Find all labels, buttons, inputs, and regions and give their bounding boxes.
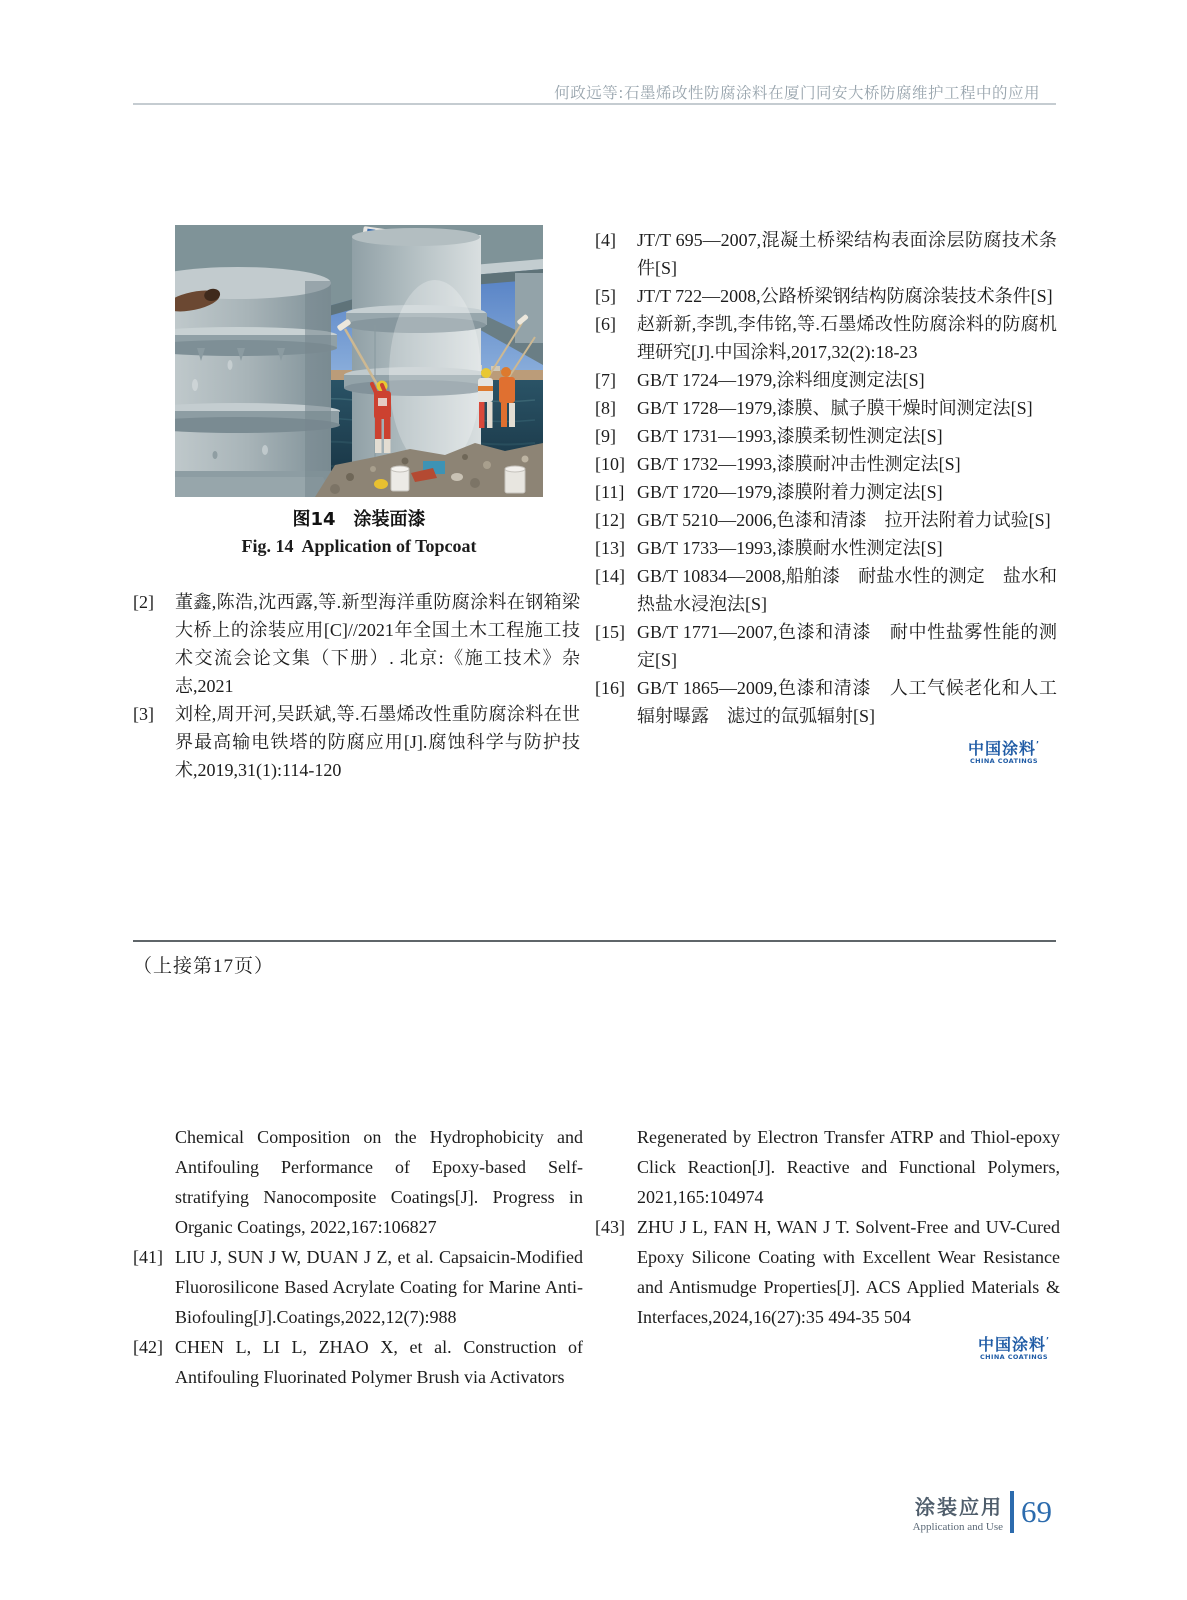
reference-entry	[133, 1242, 583, 1332]
reference-text: 董鑫,陈浩,沈西露,等.新型海洋重防腐涂料在钢箱梁大桥上的涂装应用[C]//2021年全国土木工程施工技术交流会论文集（下册）. 北京:《施工技术》杂志,2021	[175, 592, 580, 696]
reference-entry	[133, 1332, 583, 1392]
continuation-note: （上接第17页）	[133, 956, 275, 977]
reference-entry	[595, 506, 1057, 534]
reference-entry	[595, 310, 1057, 366]
page-footer	[913, 1491, 1052, 1533]
reference-number: [16]	[595, 678, 625, 698]
running-title: 何政远等:石墨烯改性防腐涂料在厦门同安大桥防腐维护工程中的应用	[554, 84, 1040, 102]
china-coatings-logo-en: CHINA COATINGS	[970, 756, 1038, 765]
reference-number	[595, 1122, 637, 1212]
figure-14	[175, 225, 543, 557]
reference-entry	[595, 450, 1057, 478]
footer-divider-bar	[1010, 1491, 1014, 1533]
reference-text: GB/T 5210—2006,色漆和清漆 拉开法附着力试验[S]	[637, 510, 1051, 530]
reference-number: [12]	[595, 510, 625, 530]
reference-number: [13]	[595, 538, 625, 558]
reference-number: [6]	[595, 314, 616, 334]
reference-text: 赵新新,李凯,李伟铭,等.石墨烯改性防腐涂料的防腐机理研究[J].中国涂料,2017,32(2):18-23	[637, 314, 1057, 362]
reference-text: GB/T 1731—1993,漆膜柔韧性测定法[S]	[637, 426, 943, 446]
reference-text: GB/T 1733—1993,漆膜耐水性测定法[S]	[637, 538, 943, 558]
reference-entry	[595, 562, 1057, 618]
reference-number: [42]	[133, 1337, 163, 1357]
figure-caption-en: Fig. 14 Application of Topcoat	[241, 536, 477, 556]
reference-entry	[595, 366, 1057, 394]
reference-text: GB/T 1728—1979,漆膜、腻子膜干燥时间测定法[S]	[637, 398, 1033, 418]
reference-entry	[595, 226, 1057, 282]
china-coatings-logo	[978, 1337, 1050, 1361]
reference-entry	[595, 282, 1057, 310]
reference-number: [41]	[133, 1247, 163, 1267]
trademark-mark: ’	[1045, 1336, 1050, 1345]
reference-text: 刘栓,周开河,吴跃斌,等.石墨烯改性重防腐涂料在世界最高输电铁塔的防腐应用[J].腐蚀科学与防护技术,2019,31(1):114-120	[175, 704, 580, 780]
reference-text: LIU J, SUN J W, DUAN J Z, et al. Capsaicin-Modified Fluorosilicone Based Acrylate Coating for Marine Anti-Biofouling[J].Coatings,2022,12(7):988	[175, 1247, 583, 1327]
reference-number: [10]	[595, 454, 625, 474]
footer-section-labels	[913, 1491, 1003, 1533]
header-rule	[133, 103, 1056, 105]
section-divider	[133, 940, 1056, 942]
footer-section-en: Application and Use	[912, 1521, 1003, 1533]
reference-text: GB/T 1732—1993,漆膜耐冲击性测定法[S]	[637, 454, 961, 474]
figure-caption	[175, 505, 543, 557]
reference-number: [15]	[595, 622, 625, 642]
reference-entry	[595, 422, 1057, 450]
figure-photo	[175, 225, 543, 497]
reference-text: JT/T 722—2008,公路桥梁钢结构防腐涂装技术条件[S]	[637, 286, 1053, 306]
reference-text: ZHU J L, FAN H, WAN J T. Solvent-Free and UV-Cured Epoxy Silicone Coating with Excellent Wear Resistance and Antismudge Properties[J]. ACS Applied Materials & Interfaces,2024,16(27):35 494-35 504	[637, 1217, 1060, 1327]
reference-text: Chemical Composition on the Hydrophobicity and Antifouling Performance of Epoxy-based Self-stratifying Nanocomposite Coatings[J]. Progress in Organic Coatings, 2022,167:106827	[175, 1127, 583, 1237]
references-bottom-left-column	[133, 1122, 583, 1392]
reference-number: [8]	[595, 398, 616, 418]
left-pier	[175, 267, 340, 497]
references-right-column	[595, 226, 1057, 730]
china-coatings-logo-zh: 中国涂料’	[977, 1335, 1050, 1354]
reference-entry	[595, 674, 1057, 730]
china-coatings-logo-zh: 中国涂料’	[967, 739, 1040, 758]
reference-text: GB/T 1724—1979,涂料细度测定法[S]	[637, 370, 925, 390]
china-coatings-logo	[968, 741, 1040, 765]
reference-entry	[133, 700, 580, 784]
reference-entry	[595, 1122, 1060, 1212]
reference-entry	[595, 478, 1057, 506]
reference-text: GB/T 1865—2009,色漆和清漆 人工气候老化和人工辐射曝露 滤过的氙弧辐射[S]	[637, 678, 1057, 726]
reference-number: [5]	[595, 286, 616, 306]
reference-text: CHEN L, LI L, ZHAO X, et al. Construction of Antifouling Fluorinated Polymer Brush via Activators	[175, 1337, 583, 1387]
reference-number: [11]	[595, 482, 625, 502]
reference-number: [9]	[595, 426, 616, 446]
reference-number	[133, 1122, 175, 1242]
reference-text: GB/T 1771—2007,色漆和清漆 耐中性盐雾性能的测定[S]	[637, 622, 1057, 670]
reference-text: JT/T 695—2007,混凝土桥梁结构表面涂层防腐技术条件[S]	[637, 230, 1057, 278]
footer-section-zh: 涂装应用	[915, 1495, 1003, 1519]
trademark-mark: ’	[1035, 740, 1040, 749]
reference-number: [7]	[595, 370, 616, 390]
references-bottom-right-column	[595, 1122, 1060, 1332]
reference-entry	[133, 588, 580, 700]
reference-text: GB/T 1720—1979,漆膜附着力测定法[S]	[637, 482, 943, 502]
reference-entry	[595, 394, 1057, 422]
page-number: 69	[1021, 1494, 1052, 1529]
reference-entry	[133, 1122, 583, 1242]
reference-number: [4]	[595, 230, 616, 250]
reference-entry	[595, 1212, 1060, 1332]
reference-number: [2]	[133, 592, 154, 612]
reference-text: Regenerated by Electron Transfer ATRP and Thiol-epoxy Click Reaction[J]. Reactive and Functional Polymers, 2021,165:104974	[637, 1127, 1060, 1207]
references-left-column	[133, 588, 580, 784]
figure-caption-zh: 图14 涂装面漆	[292, 509, 426, 530]
reference-number: [3]	[133, 704, 154, 724]
reference-entry	[595, 534, 1057, 562]
reference-text: GB/T 10834—2008,船舶漆 耐盐水性的测定 盐水和热盐水浸泡法[S]	[637, 566, 1057, 614]
reference-entry	[595, 618, 1057, 674]
reference-number: [43]	[595, 1217, 625, 1237]
china-coatings-logo-en: CHINA COATINGS	[980, 1352, 1048, 1361]
reference-number: [14]	[595, 566, 625, 586]
